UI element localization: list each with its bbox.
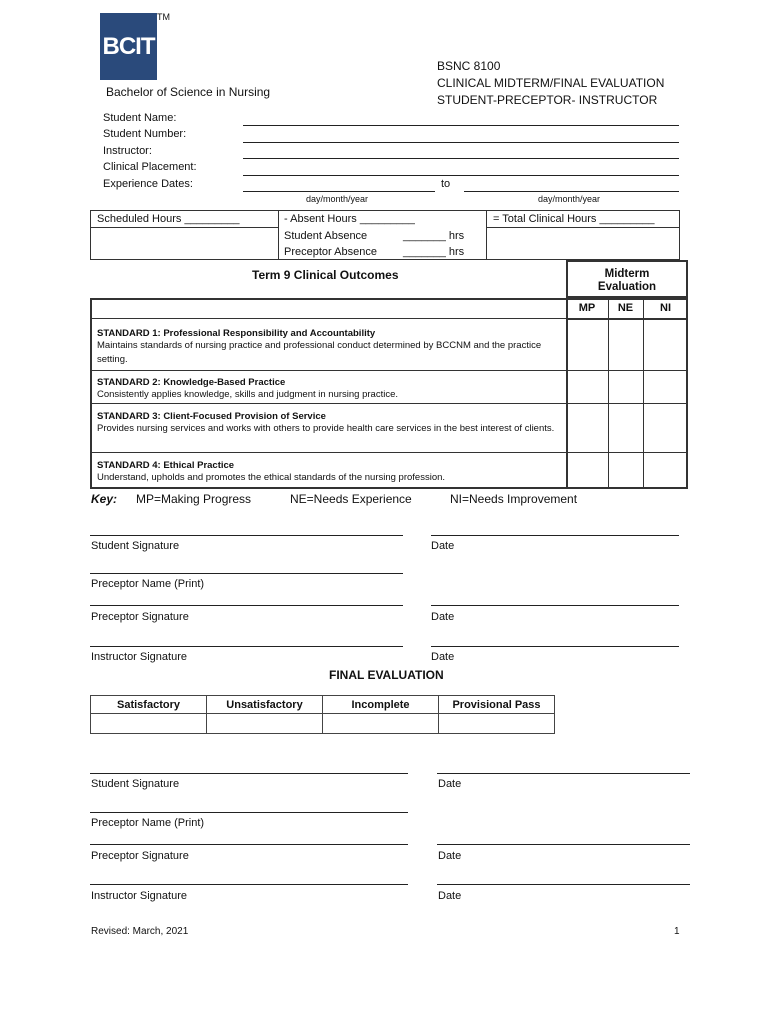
course-title: CLINICAL MIDTERM/FINAL EVALUATION xyxy=(437,76,665,90)
final-preceptor-signature-line[interactable] xyxy=(90,844,408,845)
final-col-provisional: Provisional Pass xyxy=(439,696,555,714)
preceptor-date-line[interactable] xyxy=(431,605,679,606)
outcomes-divider xyxy=(566,298,568,489)
date-label: Date xyxy=(438,890,462,902)
student-signature-line[interactable] xyxy=(90,535,403,536)
final-evaluation-title: FINAL EVALUATION xyxy=(329,668,444,682)
instructor-date-line[interactable] xyxy=(431,646,679,647)
final-col-unsatisfactory: Unsatisfactory xyxy=(207,696,323,714)
final-preceptor-name-line[interactable] xyxy=(90,812,408,813)
preceptor-name-line[interactable] xyxy=(90,573,403,574)
end-date-field[interactable] xyxy=(464,191,679,192)
final-instructor-signature-line[interactable] xyxy=(90,884,408,885)
logo-text: BCIT xyxy=(102,32,155,60)
date-label: Date xyxy=(431,540,455,552)
standard-title: STANDARD 1: Professional Responsibility and Accountability xyxy=(97,328,376,339)
student-number-label: Student Number: xyxy=(103,128,187,140)
outcomes-title: Term 9 Clinical Outcomes xyxy=(252,268,399,282)
col-ne: NE xyxy=(617,302,634,314)
date-format-hint-start: day/month/year xyxy=(306,194,369,204)
instructor-signature-label: Instructor Signature xyxy=(91,651,187,663)
final-col-satisfactory: Satisfactory xyxy=(91,696,207,714)
outcomes-divider xyxy=(90,403,688,404)
date-label: Date xyxy=(438,778,462,790)
final-student-signature-label: Student Signature xyxy=(91,778,180,790)
date-label: Date xyxy=(438,850,462,862)
student-signature-label: Student Signature xyxy=(91,540,180,552)
key-label: Key: xyxy=(91,492,118,506)
preceptor-absence-hrs[interactable]: _______ hrs xyxy=(403,246,465,258)
program-name: Bachelor of Science in Nursing xyxy=(106,85,271,99)
preceptor-signature-label: Preceptor Signature xyxy=(91,611,189,623)
standard-title: STANDARD 4: Ethical Practice xyxy=(97,460,235,471)
scheduled-hours[interactable]: Scheduled Hours _________ xyxy=(97,213,240,225)
key-mp: MP=Making Progress xyxy=(136,492,252,506)
final-instructor-date-line[interactable] xyxy=(437,884,690,885)
final-cell-satisfactory[interactable] xyxy=(91,714,207,734)
outcomes-divider xyxy=(608,298,609,489)
course-code: BSNC 8100 xyxy=(437,59,501,73)
student-absence-label: Student Absence xyxy=(284,230,368,242)
standard-title: STANDARD 3: Client-Focused Provision of Service xyxy=(97,411,326,422)
to-label: to xyxy=(441,178,451,190)
instructor-signature-line[interactable] xyxy=(90,646,403,647)
date-label: Date xyxy=(431,651,455,663)
standard-desc: Understand, upholds and promotes the ethical standards of the nursing profession. xyxy=(97,472,446,483)
total-hours[interactable]: = Total Clinical Hours _________ xyxy=(493,213,655,225)
final-cell-unsatisfactory[interactable] xyxy=(207,714,323,734)
outcomes-divider xyxy=(90,370,688,371)
col-mp: MP xyxy=(578,302,596,314)
outcomes-divider xyxy=(90,452,688,453)
standard-desc: Provides nursing services and works with others to provide health care services in the best interest of clients. xyxy=(97,423,555,434)
standard-desc: Consistently applies knowledge, skills and judgment in nursing practice. xyxy=(97,389,398,400)
page-number: 1 xyxy=(674,926,680,937)
course-subtitle: STUDENT-PRECEPTOR- INSTRUCTOR xyxy=(437,93,658,107)
hours-divider xyxy=(486,227,680,228)
standard-desc: Maintains standards of nursing practice and professional conduct determined by BCCNM and the practice setting. xyxy=(97,340,542,365)
final-cell-incomplete[interactable] xyxy=(323,714,439,734)
absent-hours[interactable]: - Absent Hours _________ xyxy=(284,213,415,225)
placement-label: Clinical Placement: xyxy=(103,161,197,173)
start-date-field[interactable] xyxy=(243,191,435,192)
dates-label: Experience Dates: xyxy=(103,178,193,190)
bcit-logo xyxy=(100,13,157,80)
final-cell-provisional[interactable] xyxy=(439,714,555,734)
final-instructor-signature-label: Instructor Signature xyxy=(91,890,187,902)
date-format-hint-end: day/month/year xyxy=(538,194,601,204)
key-ne: NE=Needs Experience xyxy=(290,492,412,506)
student-absence-hrs[interactable]: _______ hrs xyxy=(403,230,465,242)
instructor-label: Instructor: xyxy=(103,145,152,157)
revision-note: Revised: March, 2021 xyxy=(91,926,189,937)
standard-row xyxy=(97,460,559,485)
final-col-incomplete: Incomplete xyxy=(323,696,439,714)
final-preceptor-name-label: Preceptor Name (Print) xyxy=(91,817,205,829)
course-header xyxy=(437,58,664,109)
student-name-label: Student Name: xyxy=(103,112,177,124)
final-student-date-line[interactable] xyxy=(437,773,690,774)
placement-field[interactable] xyxy=(243,175,679,176)
outcomes-divider xyxy=(643,298,644,489)
final-student-signature-line[interactable] xyxy=(90,773,408,774)
trademark-mark: TM xyxy=(157,12,170,22)
final-evaluation-table xyxy=(90,695,555,734)
standard-row xyxy=(97,328,559,367)
outcomes-divider xyxy=(566,318,688,320)
final-preceptor-date-line[interactable] xyxy=(437,844,690,845)
student-date-line[interactable] xyxy=(431,535,679,536)
hours-divider xyxy=(486,210,487,260)
preceptor-absence-label: Preceptor Absence xyxy=(284,246,377,258)
outcomes-divider xyxy=(90,318,566,319)
preceptor-name-label: Preceptor Name (Print) xyxy=(91,578,205,590)
preceptor-signature-line[interactable] xyxy=(90,605,403,606)
date-label: Date xyxy=(431,611,455,623)
hours-divider xyxy=(278,210,279,260)
standard-title: STANDARD 2: Knowledge-Based Practice xyxy=(97,377,286,388)
hours-divider xyxy=(90,227,278,228)
instructor-field[interactable] xyxy=(243,158,679,159)
standard-row xyxy=(97,411,559,436)
col-ni: NI xyxy=(660,302,671,314)
student-number-field[interactable] xyxy=(243,142,679,143)
key-ni: NI=Needs Improvement xyxy=(450,492,578,506)
midterm-header: Midterm Evaluation xyxy=(597,268,657,293)
final-preceptor-signature-label: Preceptor Signature xyxy=(91,850,189,862)
student-name-field[interactable] xyxy=(243,125,679,126)
standard-row xyxy=(97,377,559,402)
